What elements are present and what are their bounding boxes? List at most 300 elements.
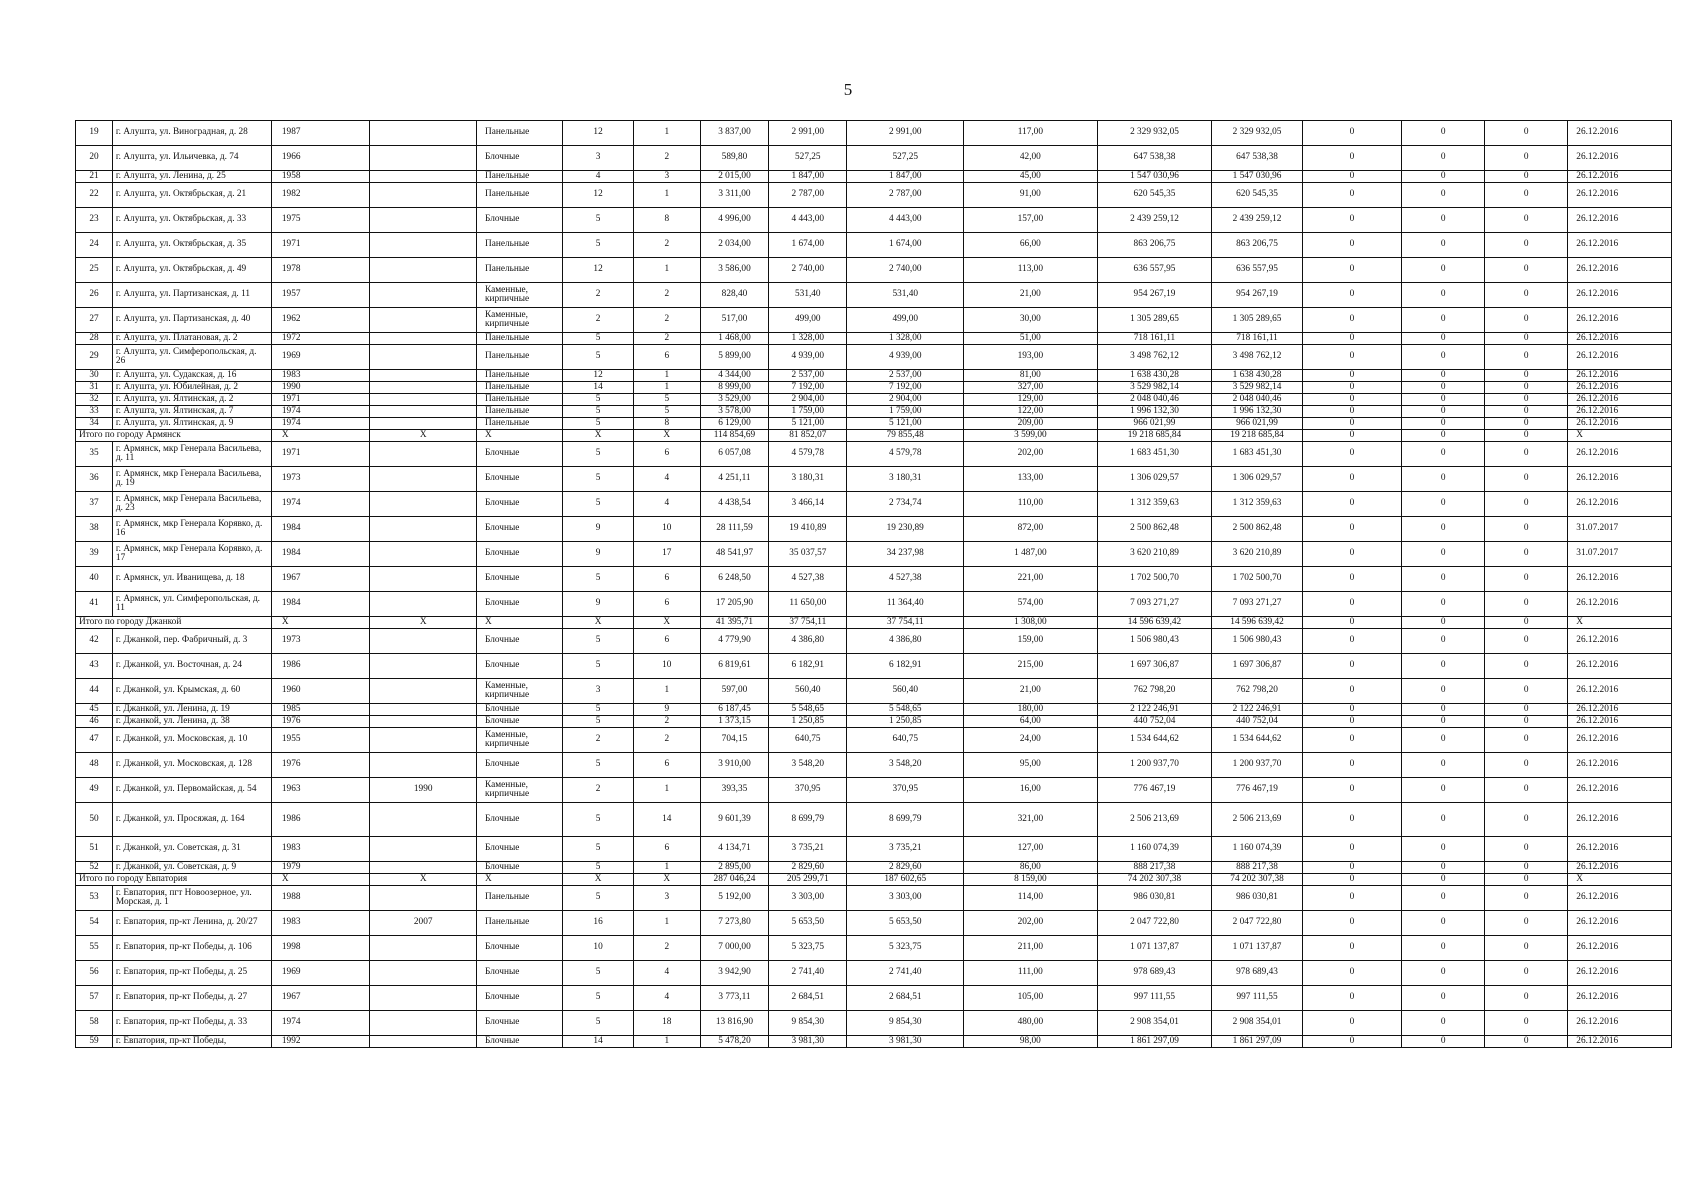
- address-cell: г. Алушта, ул. Ленина, д. 25: [112, 171, 271, 183]
- completion-date-cell: 26.12.2016: [1568, 121, 1672, 146]
- address-cell: г. Евпатория, пр-кт Ленина, д. 20/27: [112, 911, 271, 936]
- value-zero-1-cell: 0: [1302, 592, 1401, 617]
- living-area-cell: 2 741,40: [769, 961, 847, 986]
- wall-material-cell: Блочные: [477, 704, 563, 716]
- housing-register-table: [75, 120, 1672, 1048]
- repair-cost-total-cell: 2 329 932,05: [1212, 121, 1302, 146]
- residents-cell: 202,00: [964, 442, 1097, 467]
- address-cell: г. Джанкой, ул. Советская, д. 31: [112, 837, 271, 862]
- value-zero-3-cell: 0: [1485, 936, 1568, 961]
- repair-cost-cell: 863 206,75: [1097, 233, 1212, 258]
- reconstruction-year-cell: [370, 986, 477, 1011]
- address-cell: г. Алушта, ул. Ялтинская, д. 9: [112, 418, 271, 430]
- address-cell: г. Евпатория, пр-кт Победы, д. 25: [112, 961, 271, 986]
- value-zero-1-cell: 0: [1302, 121, 1401, 146]
- residential-area-cell: 9 854,30: [847, 1011, 964, 1036]
- row-number-cell: 28: [76, 333, 113, 345]
- residents-cell: 872,00: [964, 517, 1097, 542]
- floors-cell: 5: [563, 233, 634, 258]
- build-year-cell: 1983: [271, 370, 369, 382]
- build-year-cell: 1971: [271, 233, 369, 258]
- address-cell: г. Армянск, мкр Генерала Васильева, д. 19: [112, 467, 271, 492]
- repair-cost-cell: 1 534 644,62: [1097, 728, 1212, 753]
- address-cell: г. Джанкой, ул. Советская, д. 9: [112, 862, 271, 874]
- address-cell: Итого по городу Евпатория: [76, 874, 272, 886]
- repair-cost-cell: 986 030,81: [1097, 886, 1212, 911]
- value-zero-3-cell: 0: [1485, 406, 1568, 418]
- value-zero-2-cell: 0: [1402, 121, 1485, 146]
- residential-area-cell: 5 323,75: [847, 936, 964, 961]
- row-number-cell: 51: [76, 837, 113, 862]
- repair-cost-cell: 2 048 040,46: [1097, 394, 1212, 406]
- value-zero-2-cell: 0: [1402, 728, 1485, 753]
- repair-cost-total-cell: 2 047 722,80: [1212, 911, 1302, 936]
- residential-area-cell: 2 829,60: [847, 862, 964, 874]
- table-row: [76, 961, 1672, 986]
- completion-date-cell: 26.12.2016: [1568, 862, 1672, 874]
- value-zero-1-cell: 0: [1302, 862, 1401, 874]
- repair-cost-total-cell: 7 093 271,27: [1212, 592, 1302, 617]
- living-area-cell: 640,75: [769, 728, 847, 753]
- table-row: [76, 704, 1672, 716]
- value-zero-3-cell: 0: [1485, 171, 1568, 183]
- value-zero-3-cell: 0: [1485, 728, 1568, 753]
- residential-area-cell: 499,00: [847, 308, 964, 333]
- entrances-cell: 1: [633, 183, 700, 208]
- reconstruction-year-cell: [370, 716, 477, 728]
- repair-cost-cell: 3 620 210,89: [1097, 542, 1212, 567]
- wall-material-cell: Панельные: [477, 394, 563, 406]
- residential-area-cell: 3 981,30: [847, 1036, 964, 1048]
- value-zero-3-cell: 0: [1485, 753, 1568, 778]
- address-cell: г. Джанкой, пер. Фабричный, д. 3: [112, 629, 271, 654]
- build-year-cell: 1990: [271, 382, 369, 394]
- value-zero-1-cell: 0: [1302, 961, 1401, 986]
- total-area-cell: 4 251,11: [700, 467, 769, 492]
- repair-cost-cell: 1 996 132,30: [1097, 406, 1212, 418]
- floors-cell: 2: [563, 283, 634, 308]
- value-zero-3-cell: 0: [1485, 986, 1568, 1011]
- floors-cell: 3: [563, 679, 634, 704]
- residents-cell: 157,00: [964, 208, 1097, 233]
- entrances-cell: 6: [633, 592, 700, 617]
- value-zero-2-cell: 0: [1402, 233, 1485, 258]
- total-area-cell: 4 779,90: [700, 629, 769, 654]
- value-zero-1-cell: 0: [1302, 517, 1401, 542]
- entrances-cell: 6: [633, 753, 700, 778]
- value-zero-2-cell: 0: [1402, 778, 1485, 803]
- wall-material-cell: Блочные: [477, 542, 563, 567]
- residents-cell: 122,00: [964, 406, 1097, 418]
- table-row: [76, 258, 1672, 283]
- reconstruction-year-cell: [370, 654, 477, 679]
- value-zero-2-cell: 0: [1402, 716, 1485, 728]
- floors-cell: 9: [563, 592, 634, 617]
- row-number-cell: 47: [76, 728, 113, 753]
- build-year-cell: 1966: [271, 146, 369, 171]
- completion-date-cell: 26.12.2016: [1568, 258, 1672, 283]
- repair-cost-total-cell: 2 908 354,01: [1212, 1011, 1302, 1036]
- residents-cell: 127,00: [964, 837, 1097, 862]
- reconstruction-year-cell: X: [370, 617, 477, 629]
- value-zero-2-cell: 0: [1402, 1011, 1485, 1036]
- address-cell: г. Алушта, ул. Партизанская, д. 11: [112, 283, 271, 308]
- total-area-cell: 8 999,00: [700, 382, 769, 394]
- build-year-cell: 1988: [271, 886, 369, 911]
- table-row: [76, 394, 1672, 406]
- reconstruction-year-cell: [370, 208, 477, 233]
- address-cell: г. Джанкой, ул. Ленина, д. 19: [112, 704, 271, 716]
- build-year-cell: 1992: [271, 1036, 369, 1048]
- value-zero-2-cell: 0: [1402, 418, 1485, 430]
- residential-area-cell: 5 548,65: [847, 704, 964, 716]
- reconstruction-year-cell: [370, 567, 477, 592]
- value-zero-1-cell: 0: [1302, 394, 1401, 406]
- completion-date-cell: 26.12.2016: [1568, 936, 1672, 961]
- value-zero-1-cell: 0: [1302, 442, 1401, 467]
- floors-cell: 2: [563, 778, 634, 803]
- value-zero-2-cell: 0: [1402, 283, 1485, 308]
- residential-area-cell: 11 364,40: [847, 592, 964, 617]
- repair-cost-total-cell: 966 021,99: [1212, 418, 1302, 430]
- table-row: [76, 442, 1672, 467]
- row-number-cell: 41: [76, 592, 113, 617]
- build-year-cell: 1984: [271, 592, 369, 617]
- address-cell: Итого по городу Джанкой: [76, 617, 272, 629]
- entrances-cell: 10: [633, 517, 700, 542]
- value-zero-1-cell: 0: [1302, 1036, 1401, 1048]
- floors-cell: 10: [563, 936, 634, 961]
- address-cell: г. Евпатория, пгт Новоозерное, ул. Морская, д. 1: [112, 886, 271, 911]
- entrances-cell: 10: [633, 654, 700, 679]
- value-zero-2-cell: 0: [1402, 394, 1485, 406]
- address-cell: г. Алушта, ул. Октябрьская, д. 33: [112, 208, 271, 233]
- repair-cost-cell: 2 908 354,01: [1097, 1011, 1212, 1036]
- repair-cost-total-cell: 2 506 213,69: [1212, 803, 1302, 837]
- wall-material-cell: Каменные, кирпичные: [477, 308, 563, 333]
- table-row: [76, 233, 1672, 258]
- residents-cell: 110,00: [964, 492, 1097, 517]
- row-number-cell: 55: [76, 936, 113, 961]
- address-cell: г. Джанкой, ул. Ленина, д. 38: [112, 716, 271, 728]
- residents-cell: 8 159,00: [964, 874, 1097, 886]
- build-year-cell: 1984: [271, 542, 369, 567]
- value-zero-1-cell: 0: [1302, 308, 1401, 333]
- value-zero-2-cell: 0: [1402, 406, 1485, 418]
- wall-material-cell: Блочные: [477, 467, 563, 492]
- repair-cost-total-cell: 3 529 982,14: [1212, 382, 1302, 394]
- repair-cost-cell: 978 689,43: [1097, 961, 1212, 986]
- value-zero-2-cell: 0: [1402, 862, 1485, 874]
- repair-cost-cell: 3 529 982,14: [1097, 382, 1212, 394]
- completion-date-cell: 31.07.2017: [1568, 517, 1672, 542]
- total-area-cell: 41 395,71: [700, 617, 769, 629]
- completion-date-cell: 26.12.2016: [1568, 442, 1672, 467]
- residential-area-cell: 7 192,00: [847, 382, 964, 394]
- value-zero-1-cell: 0: [1302, 171, 1401, 183]
- value-zero-1-cell: 0: [1302, 753, 1401, 778]
- living-area-cell: 35 037,57: [769, 542, 847, 567]
- residents-cell: 81,00: [964, 370, 1097, 382]
- floors-cell: 5: [563, 886, 634, 911]
- entrances-cell: 6: [633, 567, 700, 592]
- floors-cell: 5: [563, 406, 634, 418]
- entrances-cell: 4: [633, 492, 700, 517]
- value-zero-1-cell: 0: [1302, 567, 1401, 592]
- row-number-cell: 32: [76, 394, 113, 406]
- completion-date-cell: X: [1568, 617, 1672, 629]
- reconstruction-year-cell: [370, 345, 477, 370]
- total-area-cell: 4 344,00: [700, 370, 769, 382]
- value-zero-2-cell: 0: [1402, 629, 1485, 654]
- build-year-cell: 1967: [271, 567, 369, 592]
- entrances-cell: 4: [633, 961, 700, 986]
- wall-material-cell: Панельные: [477, 382, 563, 394]
- entrances-cell: 9: [633, 704, 700, 716]
- total-area-cell: 704,15: [700, 728, 769, 753]
- value-zero-3-cell: 0: [1485, 442, 1568, 467]
- value-zero-2-cell: 0: [1402, 592, 1485, 617]
- completion-date-cell: 26.12.2016: [1568, 803, 1672, 837]
- living-area-cell: 3 303,00: [769, 886, 847, 911]
- living-area-cell: 3 981,30: [769, 1036, 847, 1048]
- completion-date-cell: 26.12.2016: [1568, 382, 1672, 394]
- row-number-cell: 42: [76, 629, 113, 654]
- total-area-cell: 3 773,11: [700, 986, 769, 1011]
- repair-cost-cell: 1 547 030,96: [1097, 171, 1212, 183]
- floors-cell: 5: [563, 629, 634, 654]
- reconstruction-year-cell: [370, 629, 477, 654]
- row-number-cell: 34: [76, 418, 113, 430]
- reconstruction-year-cell: X: [370, 874, 477, 886]
- value-zero-3-cell: 0: [1485, 146, 1568, 171]
- total-area-cell: 3 942,90: [700, 961, 769, 986]
- build-year-cell: 1978: [271, 258, 369, 283]
- value-zero-2-cell: 0: [1402, 430, 1485, 442]
- value-zero-3-cell: 0: [1485, 1036, 1568, 1048]
- floors-cell: 14: [563, 382, 634, 394]
- wall-material-cell: Панельные: [477, 121, 563, 146]
- build-year-cell: 1967: [271, 986, 369, 1011]
- living-area-cell: 531,40: [769, 283, 847, 308]
- living-area-cell: 205 299,71: [769, 874, 847, 886]
- living-area-cell: 5 653,50: [769, 911, 847, 936]
- repair-cost-total-cell: 1 506 980,43: [1212, 629, 1302, 654]
- value-zero-3-cell: 0: [1485, 886, 1568, 911]
- build-year-cell: X: [271, 430, 369, 442]
- repair-cost-cell: 647 538,38: [1097, 146, 1212, 171]
- table-row: [76, 803, 1672, 837]
- table-row: [76, 1011, 1672, 1036]
- completion-date-cell: 26.12.2016: [1568, 171, 1672, 183]
- residents-cell: 221,00: [964, 567, 1097, 592]
- completion-date-cell: 26.12.2016: [1568, 467, 1672, 492]
- table-row: [76, 345, 1672, 370]
- address-cell: г. Алушта, ул. Платановая, д. 2: [112, 333, 271, 345]
- build-year-cell: 1985: [271, 704, 369, 716]
- entrances-cell: X: [633, 874, 700, 886]
- reconstruction-year-cell: [370, 382, 477, 394]
- wall-material-cell: Каменные, кирпичные: [477, 778, 563, 803]
- value-zero-2-cell: 0: [1402, 467, 1485, 492]
- reconstruction-year-cell: [370, 936, 477, 961]
- reconstruction-year-cell: [370, 728, 477, 753]
- repair-cost-total-cell: 2 048 040,46: [1212, 394, 1302, 406]
- repair-cost-total-cell: 1 547 030,96: [1212, 171, 1302, 183]
- row-number-cell: 24: [76, 233, 113, 258]
- value-zero-1-cell: 0: [1302, 728, 1401, 753]
- residents-cell: 111,00: [964, 961, 1097, 986]
- value-zero-3-cell: 0: [1485, 283, 1568, 308]
- wall-material-cell: Панельные: [477, 911, 563, 936]
- residential-area-cell: 531,40: [847, 283, 964, 308]
- total-area-cell: 5 899,00: [700, 345, 769, 370]
- total-area-cell: 13 816,90: [700, 1011, 769, 1036]
- floors-cell: 5: [563, 704, 634, 716]
- living-area-cell: 4 443,00: [769, 208, 847, 233]
- repair-cost-total-cell: 718 161,11: [1212, 333, 1302, 345]
- value-zero-2-cell: 0: [1402, 753, 1485, 778]
- subtotal-row: [76, 617, 1672, 629]
- repair-cost-total-cell: 1 312 359,63: [1212, 492, 1302, 517]
- value-zero-3-cell: 0: [1485, 382, 1568, 394]
- address-cell: г. Евпатория, пр-кт Победы, д. 27: [112, 986, 271, 1011]
- wall-material-cell: Панельные: [477, 418, 563, 430]
- repair-cost-total-cell: 1 861 297,09: [1212, 1036, 1302, 1048]
- residential-area-cell: 2 904,00: [847, 394, 964, 406]
- repair-cost-cell: 2 500 862,48: [1097, 517, 1212, 542]
- build-year-cell: 1983: [271, 837, 369, 862]
- table-row: [76, 654, 1672, 679]
- build-year-cell: 1969: [271, 345, 369, 370]
- row-number-cell: 59: [76, 1036, 113, 1048]
- value-zero-3-cell: 0: [1485, 1011, 1568, 1036]
- completion-date-cell: 26.12.2016: [1568, 333, 1672, 345]
- reconstruction-year-cell: [370, 862, 477, 874]
- value-zero-2-cell: 0: [1402, 803, 1485, 837]
- completion-date-cell: 26.12.2016: [1568, 1011, 1672, 1036]
- living-area-cell: 3 466,14: [769, 492, 847, 517]
- completion-date-cell: 26.12.2016: [1568, 911, 1672, 936]
- value-zero-2-cell: 0: [1402, 936, 1485, 961]
- total-area-cell: 1 373,15: [700, 716, 769, 728]
- completion-date-cell: 26.12.2016: [1568, 886, 1672, 911]
- table-row: [76, 837, 1672, 862]
- living-area-cell: 1 250,85: [769, 716, 847, 728]
- residents-cell: 98,00: [964, 1036, 1097, 1048]
- repair-cost-total-cell: 1 534 644,62: [1212, 728, 1302, 753]
- total-area-cell: 114 854,69: [700, 430, 769, 442]
- living-area-cell: 3 548,20: [769, 753, 847, 778]
- total-area-cell: 393,35: [700, 778, 769, 803]
- address-cell: г. Алушта, ул. Октябрьская, д. 35: [112, 233, 271, 258]
- build-year-cell: 1976: [271, 716, 369, 728]
- value-zero-2-cell: 0: [1402, 345, 1485, 370]
- residents-cell: 159,00: [964, 629, 1097, 654]
- build-year-cell: 1969: [271, 961, 369, 986]
- value-zero-3-cell: 0: [1485, 333, 1568, 345]
- residential-area-cell: 1 847,00: [847, 171, 964, 183]
- value-zero-2-cell: 0: [1402, 542, 1485, 567]
- living-area-cell: 9 854,30: [769, 1011, 847, 1036]
- total-area-cell: 6 187,45: [700, 704, 769, 716]
- row-number-cell: 56: [76, 961, 113, 986]
- build-year-cell: 1974: [271, 492, 369, 517]
- row-number-cell: 36: [76, 467, 113, 492]
- value-zero-2-cell: 0: [1402, 370, 1485, 382]
- address-cell: Итого по городу Армянск: [76, 430, 272, 442]
- repair-cost-total-cell: 1 996 132,30: [1212, 406, 1302, 418]
- floors-cell: 5: [563, 567, 634, 592]
- total-area-cell: 287 046,24: [700, 874, 769, 886]
- value-zero-3-cell: 0: [1485, 430, 1568, 442]
- table-row: [76, 370, 1672, 382]
- residential-area-cell: 527,25: [847, 146, 964, 171]
- repair-cost-cell: 718 161,11: [1097, 333, 1212, 345]
- living-area-cell: 4 579,78: [769, 442, 847, 467]
- build-year-cell: 1971: [271, 394, 369, 406]
- repair-cost-total-cell: 776 467,19: [1212, 778, 1302, 803]
- address-cell: г. Джанкой, ул. Первомайская, д. 54: [112, 778, 271, 803]
- build-year-cell: 1973: [271, 629, 369, 654]
- value-zero-2-cell: 0: [1402, 911, 1485, 936]
- row-number-cell: 50: [76, 803, 113, 837]
- table-row: [76, 146, 1672, 171]
- page-number: 5: [843, 80, 853, 99]
- living-area-cell: 8 699,79: [769, 803, 847, 837]
- residents-cell: 91,00: [964, 183, 1097, 208]
- entrances-cell: 2: [633, 283, 700, 308]
- value-zero-1-cell: 0: [1302, 911, 1401, 936]
- reconstruction-year-cell: [370, 492, 477, 517]
- floors-cell: 5: [563, 654, 634, 679]
- wall-material-cell: Панельные: [477, 333, 563, 345]
- value-zero-2-cell: 0: [1402, 874, 1485, 886]
- floors-cell: 12: [563, 121, 634, 146]
- living-area-cell: 1 328,00: [769, 333, 847, 345]
- build-year-cell: 1982: [271, 183, 369, 208]
- entrances-cell: 1: [633, 862, 700, 874]
- value-zero-2-cell: 0: [1402, 517, 1485, 542]
- value-zero-1-cell: 0: [1302, 467, 1401, 492]
- living-area-cell: 2 829,60: [769, 862, 847, 874]
- reconstruction-year-cell: [370, 258, 477, 283]
- address-cell: г. Евпатория, пр-кт Победы, д. 33: [112, 1011, 271, 1036]
- total-area-cell: 28 111,59: [700, 517, 769, 542]
- residents-cell: 1 308,00: [964, 617, 1097, 629]
- floors-cell: 5: [563, 394, 634, 406]
- row-number-cell: 54: [76, 911, 113, 936]
- residents-cell: 66,00: [964, 233, 1097, 258]
- row-number-cell: 29: [76, 345, 113, 370]
- row-number-cell: 22: [76, 183, 113, 208]
- row-number-cell: 57: [76, 986, 113, 1011]
- wall-material-cell: Блочные: [477, 517, 563, 542]
- build-year-cell: 1998: [271, 936, 369, 961]
- residential-area-cell: 2 787,00: [847, 183, 964, 208]
- residents-cell: 193,00: [964, 345, 1097, 370]
- value-zero-2-cell: 0: [1402, 1036, 1485, 1048]
- reconstruction-year-cell: [370, 233, 477, 258]
- value-zero-3-cell: 0: [1485, 345, 1568, 370]
- repair-cost-cell: 7 093 271,27: [1097, 592, 1212, 617]
- address-cell: г. Джанкой, ул. Восточная, д. 24: [112, 654, 271, 679]
- floors-cell: 12: [563, 258, 634, 283]
- build-year-cell: 1975: [271, 208, 369, 233]
- repair-cost-total-cell: 997 111,55: [1212, 986, 1302, 1011]
- residents-cell: 209,00: [964, 418, 1097, 430]
- value-zero-1-cell: 0: [1302, 382, 1401, 394]
